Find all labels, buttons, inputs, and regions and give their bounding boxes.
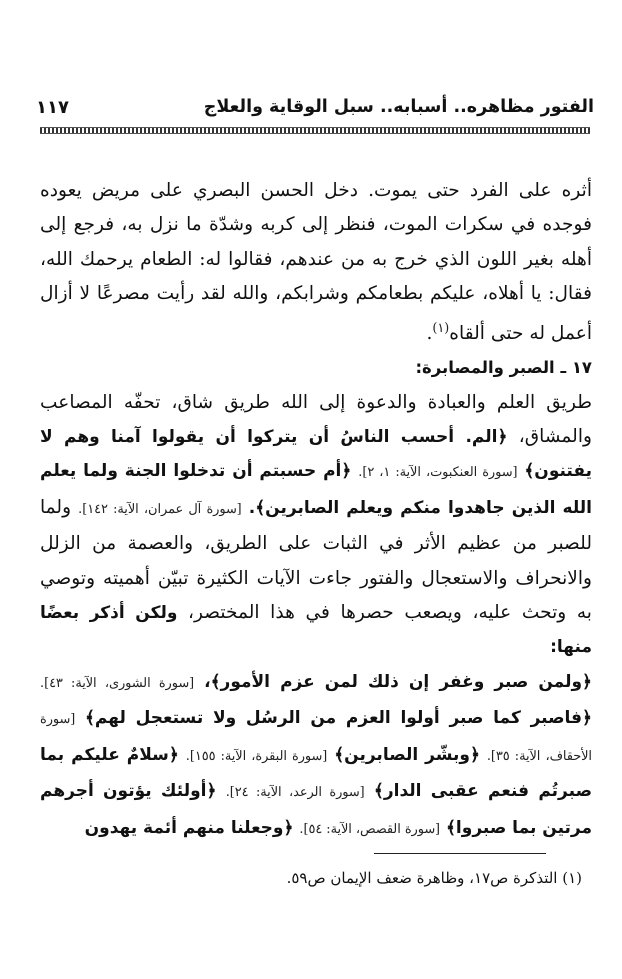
emphasized-text: ولكن أذكر بعضًا منها: xyxy=(40,603,592,658)
verse-reference: [سورة الرعد، الآية: ٢٤]. xyxy=(225,785,365,801)
paragraph-text: طريق العلم والعبادة والدعوة إلى الله طريق شاق، تحفّه المصاعب والمشاق، xyxy=(40,391,592,448)
page-header xyxy=(36,90,594,124)
verse-reference: [سورة القصص، الآية: ٥٤]. xyxy=(299,821,441,837)
paragraph-hasan-basri: أثره على الفرد حتى يموت. دخل الحسن البصري على مريض يعوده فوجده في سكرات الموت، فنظر إلى كربه وشدّة ما نزل به، فرجع إلى أهله بغير اللون الذي خرج به من عندهم، فقالوا له: الطعام يرحمك الله، فقال: يا أهلاه، عليكم بطعامكم وشرابكم، والله لقد رأيت مصرعًا لا أزال أعمل له حتى ألقاه$^{(١)}$. xyxy=(40,180,592,344)
quran-verse: ﴿أولئك يؤتون أجرهم مرتين بما صبروا﴾ xyxy=(40,781,592,838)
paragraph-sabr xyxy=(40,386,592,665)
footnote: (١) التذكرة ص١٧، وظاهرة ضعف الإيمان ص٥٩. xyxy=(286,869,582,887)
verse-reference: [سورة الأحقاف، الآية: ٣٥]. xyxy=(40,712,592,764)
paragraph-text: ولما للصبر من عظيم الأثر في الثبات على الطريق، والعصمة من الزلل والانحراف والاستعجال والفتور جاءت الآيات الكثيرة تبيّن أهميته وتوصي به وتحث عليه، ويصعب حصرها في هذا المختصر، xyxy=(40,496,592,624)
page-number: ١١٧ xyxy=(36,96,69,118)
paragraph-text: أثره على الفرد حتى يموت. دخل الحسن البصري على مريض يعوده فوجده في سكرات الموت، فنظر إلى كربه وشدّة ما نزل به، فرجع إلى أهله بغير اللون الذي خرج به من عندهم، فقالوا له: الطعام يرحمك الله، فقال: يا أهلاه، عليكم بطعامكم وشرابكم، والله لقد رأيت مصرعًا لا أزال أعمل له حتى ألقاه xyxy=(40,180,592,344)
verse-reference: [سورة البقرة، الآية: ١٥٥]. xyxy=(185,748,328,764)
quran-verse: ﴿وبشّر الصابرين﴾ xyxy=(334,744,480,765)
main-text xyxy=(40,174,592,847)
section-heading: ١٧ ـ الصبر والمصابرة: xyxy=(415,358,592,378)
verse-reference: [سورة آل عمران، الآية: ١٤٢]. xyxy=(78,501,242,517)
footnote-marker: (١) xyxy=(432,320,450,336)
quran-verse: ﴿وجعلنا منهم أئمة يهدون xyxy=(84,817,294,838)
footnote-separator xyxy=(374,853,546,854)
quran-verse: ﴿سلامٌ عليكم بما صبرتُم فنعم عقبى الدار﴾ xyxy=(40,744,592,802)
quran-verse: ﴿ولمن صبر وغفر إن ذلك لمن عزم الأمور﴾، xyxy=(204,671,592,692)
quran-verse: ﴿فاصبر كما صبر أولوا العزم من الرسُل ولا تستعجل لهم﴾ xyxy=(84,708,592,729)
quran-verse: ﴿الم. أحسب الناسُ أن يتركوا أن يقولوا آمنا وهم لا يفتنون﴾ xyxy=(40,427,592,482)
running-title: الفتور مظاهره.. أسبابه.. سبل الوقاية والعلاج xyxy=(203,97,594,117)
verse-reference: [سورة العنكبوت، الآية: ١، ٢]. xyxy=(358,465,518,481)
verse-reference: [سورة الشورى، الآية: ٤٣]. xyxy=(40,675,195,691)
paragraph-verses xyxy=(40,665,592,847)
header-ornament-rule xyxy=(40,127,590,134)
quran-verse: ﴿أم حسبتم أن تدخلوا الجنة ولما يعلم الله الذين جاهدوا منكم ويعلم الصابرين﴾. xyxy=(40,461,592,518)
